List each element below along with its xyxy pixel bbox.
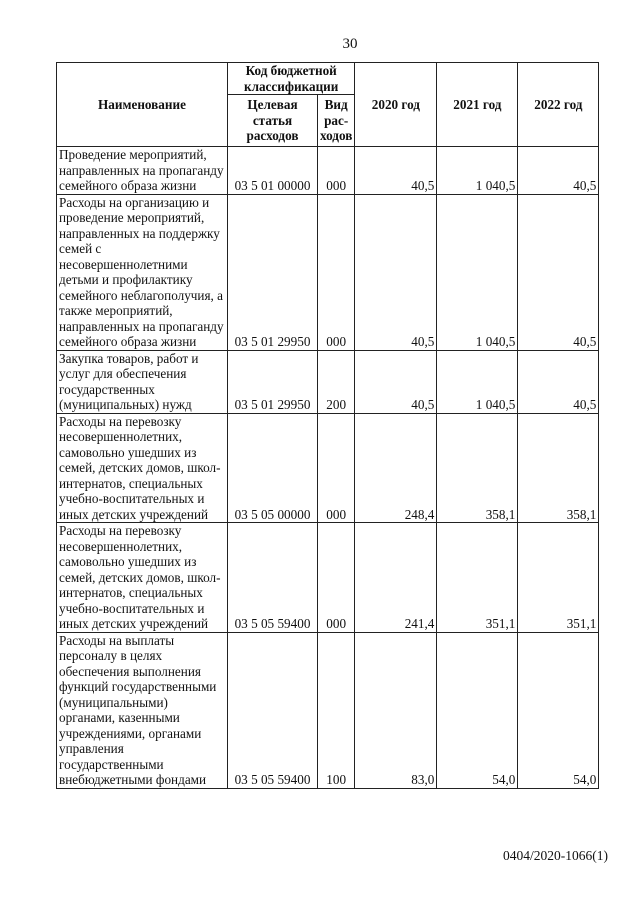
row-value-2022: 54,0 [518,632,599,788]
row-name: Расходы на выплаты персоналу в целях обеспечения выполнения функций государственными (муниципальными) органами, казенными учреждениями, органами управления государственными внебюджетными фондами [57,632,228,788]
header-target-article: Целевая статья расходов [228,95,318,147]
row-expense-type: 000 [318,147,355,195]
row-value-2021: 1 040,5 [437,350,518,413]
row-target-article: 03 5 05 59400 [228,523,318,633]
row-value-2020: 40,5 [355,350,437,413]
row-value-2020: 40,5 [355,147,437,195]
table-row [57,413,599,523]
header-code-group: Код бюджетной классификации [228,63,355,95]
row-value-2022: 40,5 [518,194,599,350]
header-year-2022: 2022 год [518,63,599,147]
row-target-article: 03 5 05 59400 [228,632,318,788]
header-year-2021: 2021 год [437,63,518,147]
row-expense-type: 000 [318,523,355,633]
row-value-2022: 40,5 [518,350,599,413]
row-value-2020: 248,4 [355,413,437,523]
row-value-2022: 40,5 [518,147,599,195]
row-expense-type: 000 [318,413,355,523]
table-row [57,194,599,350]
row-expense-type: 200 [318,350,355,413]
row-value-2021: 1 040,5 [437,147,518,195]
row-expense-type: 100 [318,632,355,788]
row-value-2020: 40,5 [355,194,437,350]
row-target-article: 03 5 01 29950 [228,350,318,413]
row-name: Закупка товаров, работ и услуг для обеспечения государственных (муниципальных) нужд [57,350,228,413]
header-year-2020: 2020 год [355,63,437,147]
table-row [57,147,599,195]
row-value-2020: 241,4 [355,523,437,633]
row-target-article: 03 5 01 00000 [228,147,318,195]
row-expense-type: 000 [318,194,355,350]
row-name: Расходы на организацию и проведение мероприятий, направленных на поддержку семей с несовершеннолетними детьми и профилактику семейного неблагополучия, а также мероприятий, направленных на пропаганду семейного образа жизни [57,194,228,350]
budget-table [56,62,599,789]
row-target-article: 03 5 01 29950 [228,194,318,350]
table-body [57,147,599,789]
document-code: 0404/2020-1066(1) [503,848,608,863]
row-value-2021: 358,1 [437,413,518,523]
table-row [57,632,599,788]
table-row [57,523,599,633]
row-value-2022: 351,1 [518,523,599,633]
row-target-article: 03 5 05 00000 [228,413,318,523]
page-number: 30 [342,36,358,52]
table-row [57,350,599,413]
header-expense-type: Вид рас-ходов [318,95,355,147]
row-value-2021: 1 040,5 [437,194,518,350]
row-name: Расходы на перевозку несовершеннолетних, самовольно ушедших из семей, детских домов, школ-интернатов, специальных учебно-воспитательных и иных детских учреждений [57,413,228,523]
row-name: Проведение мероприятий, направленных на пропаганду семейного образа жизни [57,147,228,195]
row-value-2020: 83,0 [355,632,437,788]
row-value-2021: 54,0 [437,632,518,788]
row-value-2022: 358,1 [518,413,599,523]
row-value-2021: 351,1 [437,523,518,633]
row-name: Расходы на перевозку несовершеннолетних, самовольно ушедших из семей, детских домов, школ-интернатов, специальных учебно-воспитательных и иных детских учреждений [57,523,228,633]
table-header [57,63,599,147]
header-name: Наименование [57,63,228,147]
